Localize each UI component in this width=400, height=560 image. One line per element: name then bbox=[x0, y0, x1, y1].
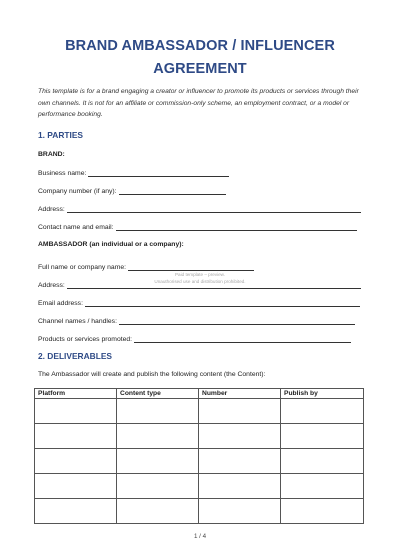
business-name-label: Business name: bbox=[38, 170, 87, 177]
contact-label: Contact name and email: bbox=[38, 224, 114, 231]
table-cell[interactable] bbox=[35, 499, 117, 524]
table-cell[interactable] bbox=[35, 399, 117, 424]
table-cell[interactable] bbox=[281, 499, 364, 524]
channels-field[interactable] bbox=[38, 313, 355, 325]
table-cell[interactable] bbox=[199, 399, 281, 424]
brand-label: BRAND: bbox=[38, 151, 65, 158]
table-cell[interactable] bbox=[281, 399, 364, 424]
table-header-row bbox=[35, 389, 364, 399]
products-label: Products or services promoted: bbox=[38, 336, 133, 343]
business-name-field[interactable] bbox=[38, 165, 229, 177]
company-number-field[interactable] bbox=[38, 183, 226, 195]
table-cell[interactable] bbox=[199, 474, 281, 499]
products-line[interactable] bbox=[134, 333, 351, 343]
deliverables-heading: 2. DELIVERABLES bbox=[38, 351, 112, 361]
document-title-line-1: BRAND AMBASSADOR / INFLUENCER bbox=[65, 38, 335, 54]
col-content-type: Content type bbox=[117, 389, 199, 399]
table-row bbox=[35, 449, 364, 474]
table-cell[interactable] bbox=[117, 449, 199, 474]
full-name-line[interactable] bbox=[128, 261, 254, 271]
col-platform: Platform bbox=[35, 389, 117, 399]
col-publish-by: Publish by bbox=[281, 389, 364, 399]
ambassador-address-field[interactable] bbox=[38, 277, 361, 289]
ambassador-address-label: Address: bbox=[38, 282, 65, 289]
email-line[interactable] bbox=[85, 297, 360, 307]
table-row bbox=[35, 399, 364, 424]
col-number: Number bbox=[199, 389, 281, 399]
ambassador-address-line[interactable] bbox=[67, 279, 361, 289]
deliverables-text: The Ambassador will create and publish the following content (the Content): bbox=[38, 371, 266, 378]
table-cell[interactable] bbox=[199, 499, 281, 524]
brand-address-line[interactable] bbox=[67, 203, 361, 213]
channels-line[interactable] bbox=[119, 315, 355, 325]
email-label: Email address: bbox=[38, 300, 83, 307]
document-title-line-2: AGREEMENT bbox=[153, 61, 247, 77]
company-number-line[interactable] bbox=[119, 185, 226, 195]
table-cell[interactable] bbox=[117, 474, 199, 499]
products-field[interactable] bbox=[38, 331, 351, 343]
table-row bbox=[35, 474, 364, 499]
brand-address-label: Address: bbox=[38, 206, 65, 213]
contact-line[interactable] bbox=[116, 221, 357, 231]
table-cell[interactable] bbox=[35, 474, 117, 499]
table-cell[interactable] bbox=[199, 424, 281, 449]
channels-label: Channel names / handles: bbox=[38, 318, 117, 325]
table-cell[interactable] bbox=[199, 449, 281, 474]
table-cell[interactable] bbox=[281, 449, 364, 474]
table-cell[interactable] bbox=[35, 449, 117, 474]
full-name-field[interactable] bbox=[38, 259, 254, 271]
table-cell[interactable] bbox=[117, 499, 199, 524]
watermark-line-2: Unauthorised use and distribution prohibited. bbox=[154, 279, 246, 284]
table-cell[interactable] bbox=[281, 474, 364, 499]
table-cell[interactable] bbox=[117, 399, 199, 424]
ambassador-label: AMBASSADOR (an individual or a company): bbox=[38, 241, 184, 248]
parties-heading: 1. PARTIES bbox=[38, 130, 83, 140]
table-row bbox=[35, 424, 364, 449]
table-row bbox=[35, 499, 364, 524]
email-field[interactable] bbox=[38, 295, 360, 307]
page-number: 1 / 4 bbox=[193, 533, 207, 540]
contact-field[interactable] bbox=[38, 219, 357, 231]
brand-address-field[interactable] bbox=[38, 201, 361, 213]
business-name-line[interactable] bbox=[88, 167, 229, 177]
table-cell[interactable] bbox=[117, 424, 199, 449]
full-name-label: Full name or company name: bbox=[38, 264, 127, 271]
content-table bbox=[34, 388, 364, 524]
table-cell[interactable] bbox=[281, 424, 364, 449]
table-cell[interactable] bbox=[35, 424, 117, 449]
watermark-line-1: Paid template – preview. bbox=[174, 272, 226, 277]
intro-paragraph: This template is for a brand engaging a creator or influencer to promote its products or services through their own channels. It is not for an affiliate or commission-only scheme, an employment contract, or a model or performance booking. bbox=[38, 88, 359, 119]
company-number-label: Company number (if any): bbox=[38, 188, 117, 195]
